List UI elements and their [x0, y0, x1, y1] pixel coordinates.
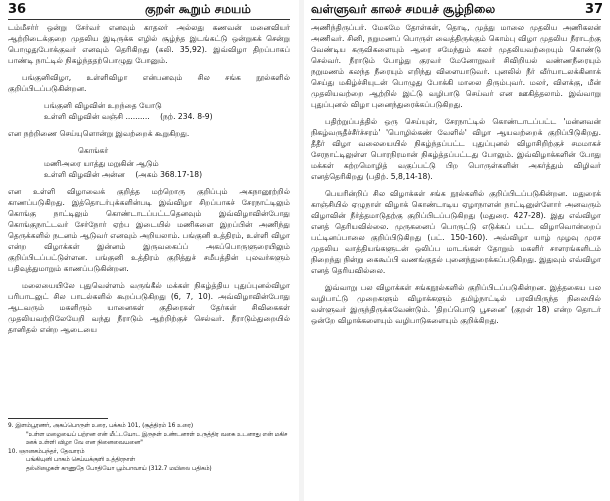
right-page — [305, 0, 610, 501]
right-running-head: வள்ளுவர் காலச் சமயச் சூழ்நிலை — [311, 2, 496, 16]
left-body — [8, 22, 290, 341]
paragraph: என நற்றிணை செய்யுளொன்று இவற்றைக் கூறுகிறது. — [8, 129, 190, 138]
footnotes — [8, 422, 290, 473]
paragraph: டம்மீசர்ர் ஒன்று சேர்வர் எனவும் காதலர் அல்லது கணவன் மனைவியர் ஆற்றிடைக்குறை முதலிய இடிருக்க எழில் சூழ்ந்த இடங்கட்டு ஒன்றுகக் சென்று பொழுதுபோக்குவர் எனவும் தெரிகிறது (கலி. 35,92). இவ்விழா திறப்பாகப் பாண்டி நாட்டில் நிகழ்ந்ததற்பொழுது போனும். — [8, 23, 290, 65]
verse-citation: (நற். 234. 8-9) — [160, 112, 213, 121]
right-body — [311, 22, 601, 332]
paragraph: பெயரின்றிப் சில விழாக்கள் சங்க நூல்களில் குறிப்பிடப்படுகின்றன. மதுரைக் காஞ்சியில் ஏழுநாள் விழாக் கொண்டாடிய ஏழாநாளன் நாட்டினுள்ளோர் அனவரும் விழாவின் நீர்த்தமாடுதற்கு குறிப்பிடப்படுகிறது (மதுரை. 427-28). இது எவ்விழா எனத் தெரியவில்லை. முருகனைப் பொருட்டு எடுக்கப் பட்ட விழாவொன்றைப் பட்டினப்பாலை குறிப்பிடுகிறது (பட். 150-160). அவ்விழா யாழ் முழவு முரச முதலிய வாத்தியங்களுடன் ஒலிப்ப மாடங்கள் தோறும் மகளிர் சாளரங்களிடம் நிறைந்து நின்று கைகூப்பி வணங்குதல் புனைந்துரைக்கப்படுகிறது. இதுவும் எவ்விழா எனத் தெரியவில்லை. — [311, 189, 601, 275]
header-rule — [8, 19, 290, 20]
verse-title: கொங்கர் — [78, 146, 109, 155]
footnote-9-quote: "உள்ள மழையைப் பற்றன என் மீட்டயோட இருநள் உண்டனாள் உருத்திர வகை உடனாது என் மகிச ஊக் உள்ளி விழா வே என நினைவையனை" — [26, 431, 288, 446]
footnote-10: 10. ஞானசம்பந்தர், தேவாரம் — [8, 448, 85, 455]
paragraph: மலையையிலே புதுவெள்ளம் வருங்கீல் மக்கள் நிகழ்த்திய புதுப்புனல்விழா பரிபாடலுட் சில பாடல்களில் கூறப்படுகிறது (6, 7, 10). அவ்விழாவின்போது ஆடவரும் மகளிரும் யானைகள் குதிரைகள் தேர்கள் சிவிகைகள் முதலியவற்றிலேயேறி வந்து நீராடும் ஆற்றிற்குச் செல்வர். நீராடும்துறையில் தானிதல் என்ற ஆடையை — [8, 281, 290, 334]
right-page-number: 37 — [585, 2, 604, 17]
verse-quote — [44, 100, 290, 122]
paragraph: பங்குனிவிழா, உள்ளிவிழா என்பனவும் சில சங்க நூல்களில் குறிப்பிடப்படுகின்றன. — [8, 73, 290, 93]
left-page — [0, 0, 298, 501]
header-rule — [311, 19, 601, 20]
paragraph: அணிந்திருப்பர். மேகமே தோள்கள், தொடி, முத்து மாலை முதலிய அணிகலன் அணிவர். சினி, நறுமணப் பொருள் வைத்திருக்கும் கொம்பு விழா முதலிய நீராடற்கு வேண்டிய கருவிகளையும் ஆரை சமேந்தும் கலர் முதலியவற்றையும் கொண்டு செல்வர். நீராடும் போழ்து குரவர் மேனோறுவர் சிவிறியல் வண்ணநீரையும் நறுமணம் கலந்த நீரையும் எறிந்து விளையாடுவர். புனலில் நீர் வீர்யாடலக்கினாக் செய்து மகிழ்ச்சியுடன் பொழுது போக்கி மாலை திரும்புவர். மலர், விளக்கு, மீன் முதலியவற்றை ஆற்றில் இட்டு வழிபாடு செய்வர் என ஊகித்தலாம். இவ்வாறு புதுப்புனல் விழா புனைந்துரைக்கப்படுகிறது. — [311, 23, 601, 109]
book-gutter — [299, 0, 304, 501]
verse-line: உள்ளி விழவின் வஞ்சி .......... (நற். 234. 8-9) — [44, 112, 213, 121]
left-page-number: 36 — [8, 2, 27, 17]
footnote-9: 9. இளம்பூரணர், அகப்பொருள் உரை, பக்கம் 101, (சூத்திரம் 16 உரை) — [8, 423, 194, 429]
verse-citation: (அகம் 368.17-18) — [135, 170, 203, 179]
paragraph: இவ்வாறு பல விழாக்கள் சங்கநூல்களில் குறிப்பிடப்படுகின்றன. இத்தகைய பல வழிபாட்டு முறைகளும் விழாக்களும் தமிழ்நாட்டில் பரவியிருந்த நிலையில் வள்ளுவர் இருந்திருக்கவேண்டும். 'திறப்பொடு பூசனை' (குறள் 18) என்ற தொடர் ஒன்றே விழாக்களையும் வழிபாடுகளையும் குறிக்கிறது. — [311, 283, 601, 325]
verse-line: பங்குனி விழவின் உறந்தை யோடு — [44, 101, 162, 110]
left-running-head: குறள் கூறும் சமயம் — [145, 2, 251, 16]
verse-line: உள்ளி விழவின் அன்ன (அகம் 368.17-18) — [44, 170, 203, 179]
paragraph: பதிற்றுப்பத்தில் ஒரு செய்யுள், சேரநாட்டில் கொண்டாடப்பட்ட 'மன்னவன் நிகழ்வருதீச்சீர்ச்சரம்' 'பொழில்கண் வேளில்' விழா ஆயவற்றைக் குறிப்பிடுகிறது. தீதீர் விழா வலையையில் நிகழ்ந்தப்பட்ட புதுப்புனல் விழாசிறிற்குச் சமமாகச் சேரநாட்டிலுள்ள பொரநிரமான் நிகழ்த்தப்பட்டது போலும். இவ்விழாக்களின் போது மக்கள் கற்றமொழித் வகுப்பட்டு பிற பொருள்களின் அகர்த்தும் விழிவர் எனத்தெரிகிறது (பதிற். 5,8,14-18). — [311, 117, 601, 181]
verse-line: மணிஅரை யாத்து மறுகின் ஆடும் — [44, 159, 159, 168]
footnote-rule — [8, 418, 108, 419]
footnote-10-quote: தல்லிழைகள் காணுதே போதியோ பூம்பாவாய் (312.7 மயிலை பதிகம்) — [26, 465, 212, 472]
footnote-10-quote: பங்கியுனி பாகம் செய்யக்குளி உத்திரநாள் — [26, 457, 135, 463]
paragraph: என உள்ளி விழாவைக் குறித்த மற்றொரு குறிப்பும் அகநானூற்றில் காணப்படுகிறது. இத்தொடர்புக்களின்படி இவ்விழா சிறப்பாகச் சேரநாட்டிலும் கொங்கு நாட்டிலும் கொண்டாடப்பட்டதெனவும் இவ்விழாவின்போது கொங்குநாட்டவர் சேர்நோர் ஏற்ப இடையில் மணிகளை இறப்பின் அணிந்து தெருக்களில் நடனம் ஆடுவர் எனவும் அறியலாம். பங்குனி உத்திரம், உள்ளி விழா என்ற விழாக்கள் இன்னம் இருவகைப்ப் அகப்பொருளுரையிலும் குறிப்பிடப்பட்டுள்ளன. பங்குனி உத்திரம் குறித்துச் சமீபத்தின் புலவர்களும் பதிவுத்துமாறும் காணப்படுகின்றன. — [8, 187, 290, 273]
verse-quote — [44, 158, 290, 180]
